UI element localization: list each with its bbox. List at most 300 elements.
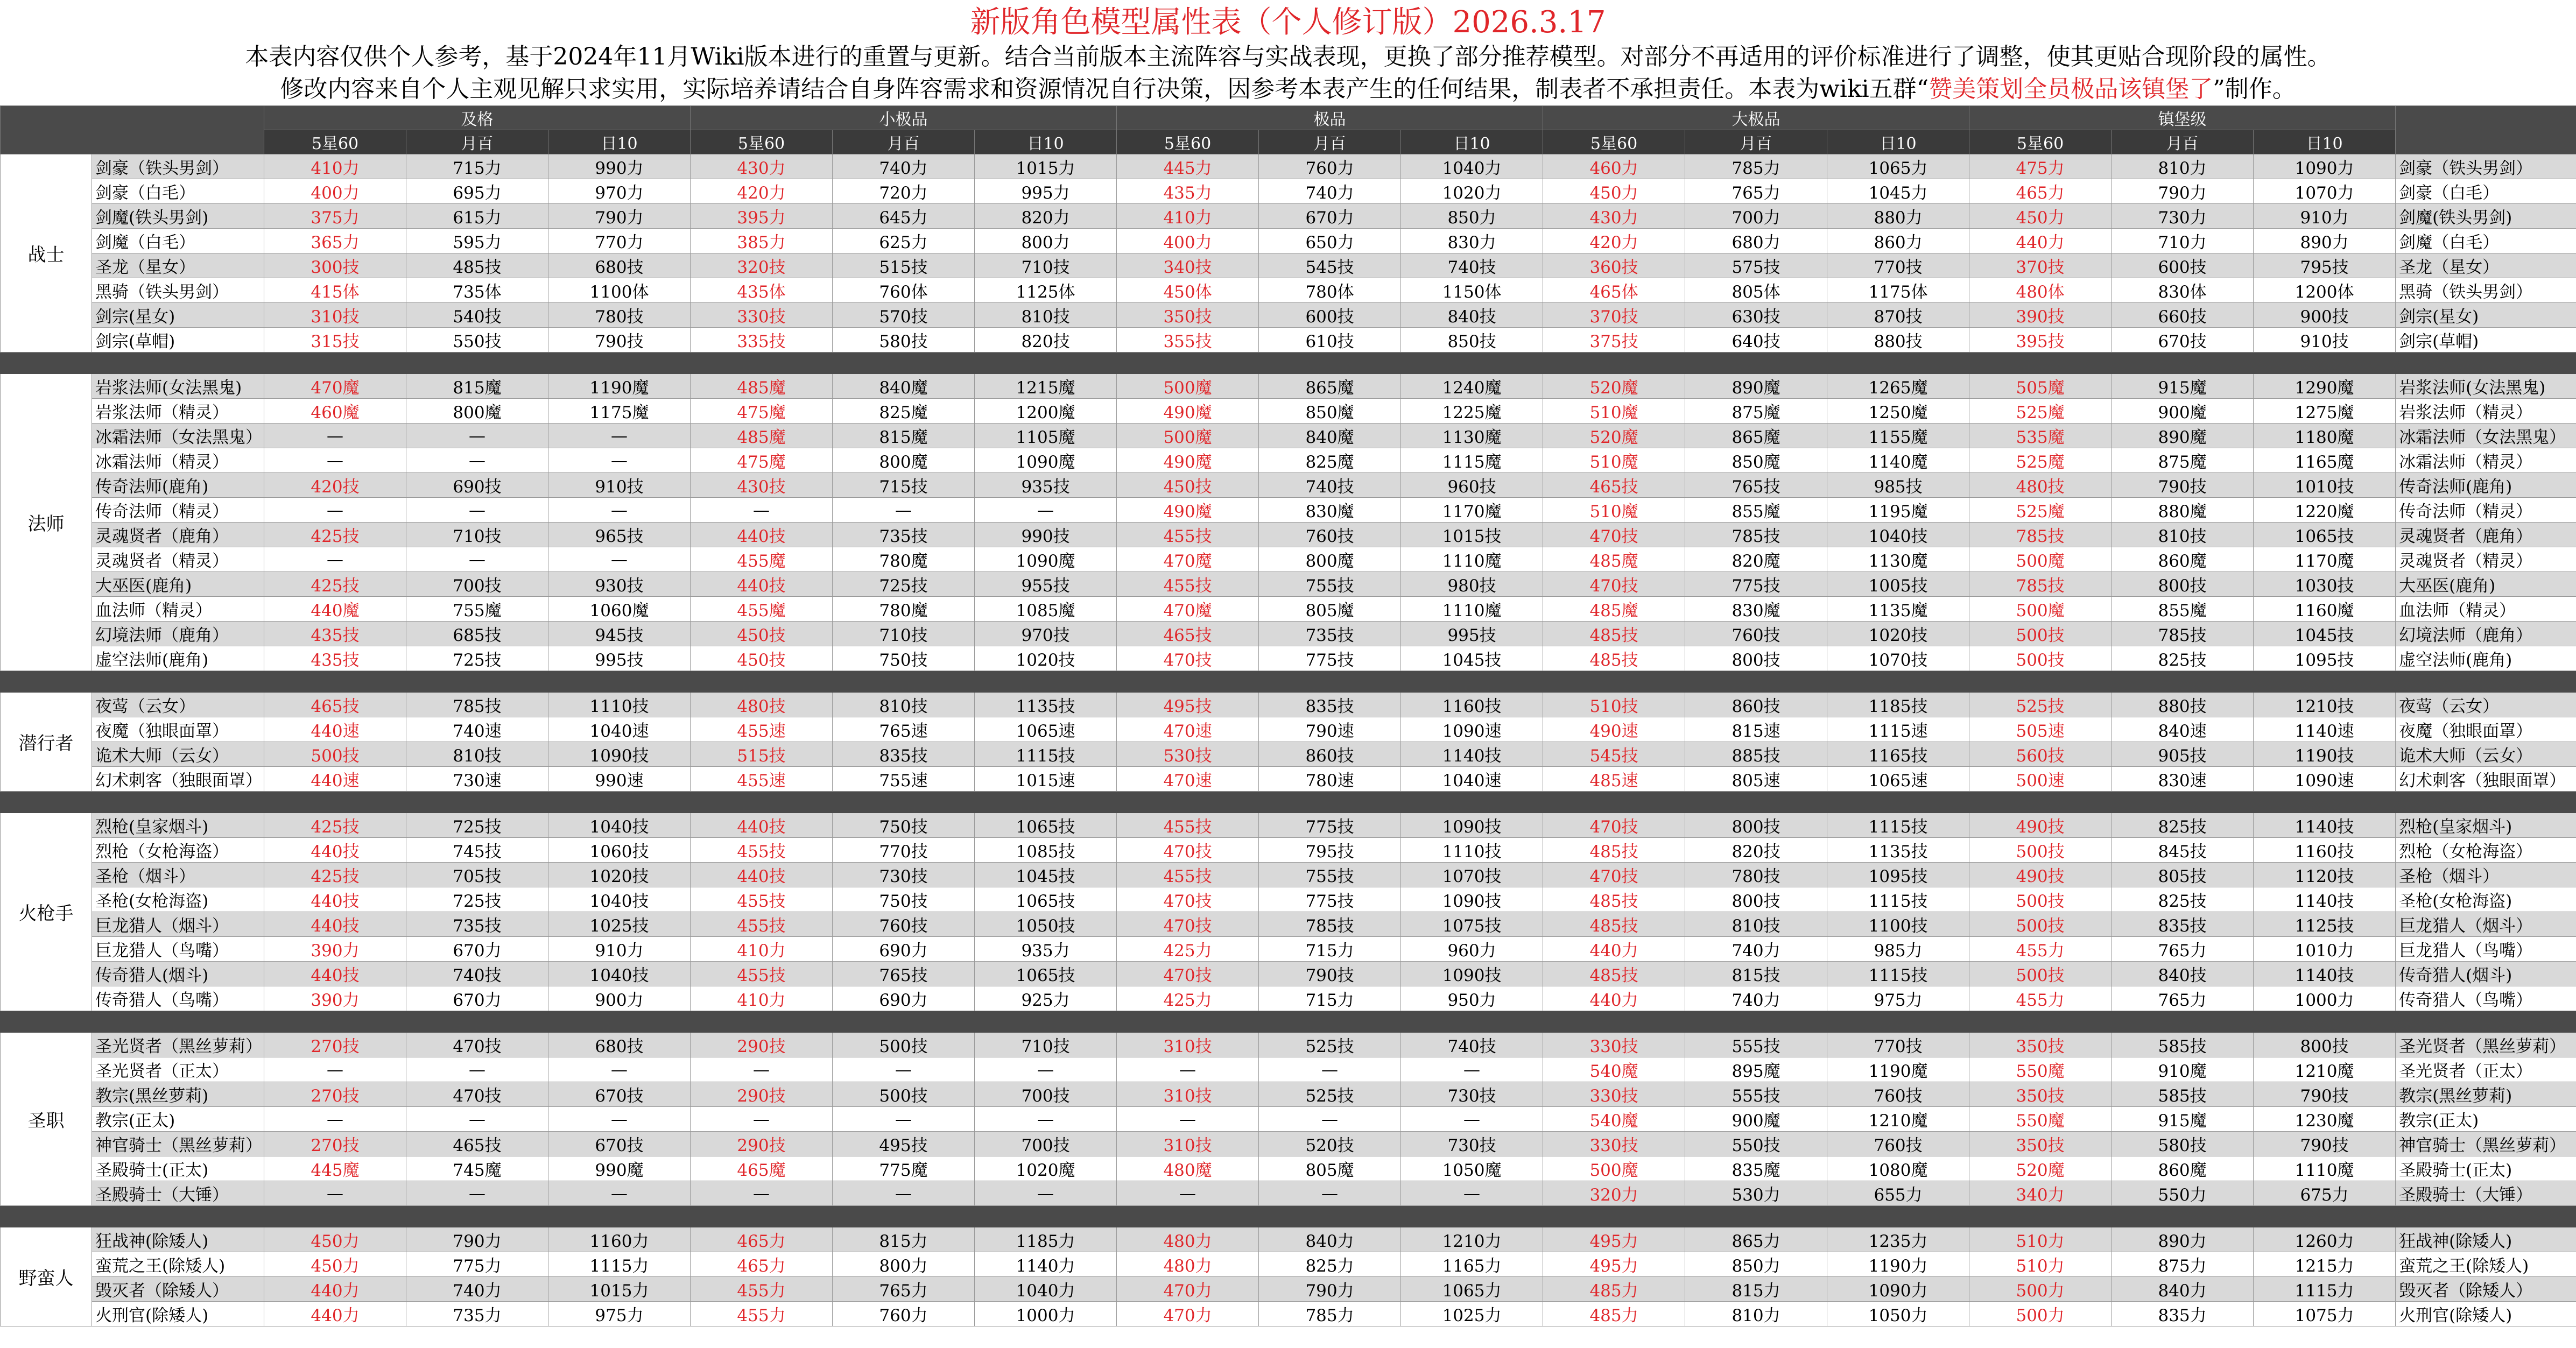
value-cell: 1115技 [1827,813,1969,838]
group-separator [1,671,2576,693]
value-cell: 615力 [406,204,548,229]
role-name: 传奇猎人(烟斗) [92,962,264,986]
table-row [1,863,2576,887]
value-cell: 765技 [833,962,975,986]
value-cell: 790技 [2112,473,2254,498]
value-cell: 690技 [406,473,548,498]
value-cell: 790力 [1259,1277,1401,1302]
value-cell: 700技 [406,572,548,597]
value-cell: 420力 [1543,229,1685,253]
value-cell: 500魔 [1117,374,1259,399]
table-row [1,838,2576,863]
value-cell: — [264,498,406,523]
role-name-right: 夜魔（独眼面罩） [2396,717,2576,742]
tier-header-row [1,106,2576,130]
value-cell: 1075技 [1401,912,1543,937]
table-header [1,106,2576,154]
value-cell: 1065技 [975,962,1117,986]
value-cell: 1170魔 [1401,498,1543,523]
role-name: 教宗(黑丝萝莉) [92,1082,264,1107]
value-cell: 1115速 [1827,717,1969,742]
value-cell: 1020技 [548,863,691,887]
value-cell: 790力 [406,1227,548,1252]
value-cell: 525魔 [1969,448,2112,473]
value-cell: 440技 [691,523,833,547]
value-cell: 705技 [406,863,548,887]
role-name-right: 传奇法师（精灵） [2396,498,2576,523]
value-cell: 550技 [406,328,548,352]
value-cell: 765力 [2112,937,2254,962]
role-name-right: 圣光贤者（正太） [2396,1057,2576,1082]
value-cell: 770技 [833,838,975,863]
role-name-right: 传奇猎人（鸟嘴） [2396,986,2576,1011]
value-cell: 810技 [2112,523,2254,547]
value-cell: 475魔 [691,448,833,473]
value-cell: 485技 [1543,838,1685,863]
value-cell: 545技 [1259,253,1401,278]
table-row [1,622,2576,646]
value-cell: — [975,1057,1117,1082]
role-name: 圣龙（星女） [92,253,264,278]
role-name: 幻境法师（鹿角） [92,622,264,646]
value-cell: 825魔 [1259,448,1401,473]
role-name: 巨龙猎人（烟斗） [92,912,264,937]
value-cell: 1100技 [1827,912,1969,937]
value-cell: 375技 [1543,328,1685,352]
role-name-right: 狂战神(除矮人) [2396,1227,2576,1252]
value-cell: 450力 [264,1227,406,1252]
table-body [1,154,2576,1326]
value-cell: 840魔 [1259,424,1401,448]
value-cell: 1065力 [1401,1277,1543,1302]
value-cell: 825力 [1259,1252,1401,1277]
value-cell: 515技 [691,742,833,767]
value-cell: 715力 [1259,937,1401,962]
value-cell: 1110魔 [1401,597,1543,622]
role-name: 狂战神(除矮人) [92,1227,264,1252]
value-cell: 330技 [1543,1132,1685,1156]
value-cell: 775力 [406,1252,548,1277]
value-cell: — [548,1057,691,1082]
value-cell: 500技 [1969,887,2112,912]
value-cell: 480体 [1969,278,2112,303]
value-cell: 425技 [264,523,406,547]
value-cell: 425技 [264,813,406,838]
value-cell: 790技 [2254,1132,2396,1156]
value-cell: 900技 [2254,303,2396,328]
value-cell: 1040技 [1827,523,1969,547]
value-cell: 290技 [691,1132,833,1156]
value-cell: 470技 [1543,863,1685,887]
value-cell: 815技 [1685,962,1827,986]
value-cell: — [406,1107,548,1132]
value-cell: 485魔 [1543,547,1685,572]
value-cell: 850技 [1401,328,1543,352]
value-cell: 830力 [1401,229,1543,253]
value-cell: 730技 [1401,1132,1543,1156]
table-row [1,179,2576,204]
role-name: 剑宗(草帽) [92,328,264,352]
role-name: 烈枪(皇家烟斗) [92,813,264,838]
value-cell: 340技 [1117,253,1259,278]
value-cell: 1175体 [1827,278,1969,303]
value-cell: 1250魔 [1827,399,1969,424]
value-cell: 680力 [1685,229,1827,253]
value-cell: 410力 [1117,204,1259,229]
table-row [1,328,2576,352]
value-cell: 475力 [1969,154,2112,179]
page-title: 新版角色模型属性表（个人修订版）2026.3.17 [970,5,1606,40]
value-cell: 470力 [1117,1277,1259,1302]
value-cell: 740技 [406,962,548,986]
value-cell: — [691,498,833,523]
value-cell: 1020技 [975,646,1117,671]
value-cell: 845技 [2112,838,2254,863]
value-cell: 395力 [691,204,833,229]
value-cell: 455技 [691,912,833,937]
value-cell: 710技 [975,1033,1117,1057]
value-cell: 990速 [548,767,691,792]
sub-header-cell: 日10 [548,130,691,154]
value-cell: 645力 [833,204,975,229]
value-cell: 485速 [1543,767,1685,792]
value-cell: 500技 [264,742,406,767]
value-cell: — [1401,1181,1543,1206]
role-name-right: 教宗(黑丝萝莉) [2396,1082,2576,1107]
value-cell: 480技 [1969,473,2112,498]
sub-header-cell: 5星60 [1543,130,1685,154]
value-cell: 470魔 [1117,597,1259,622]
value-cell: — [548,448,691,473]
value-cell: 1160技 [1401,693,1543,717]
value-cell: 1115力 [548,1252,691,1277]
value-cell: 860魔 [2112,547,2254,572]
value-cell: 995力 [975,179,1117,204]
value-cell: 695力 [406,179,548,204]
value-cell: 1210魔 [1827,1107,1969,1132]
value-cell: 790力 [548,204,691,229]
value-cell: 870技 [1827,303,1969,328]
value-cell: 455速 [691,717,833,742]
value-cell: 1065速 [1827,767,1969,792]
value-cell: 490速 [1543,717,1685,742]
value-cell: 1040速 [1401,767,1543,792]
role-name-right: 冰霜法师（女法黑鬼） [2396,424,2576,448]
table-row [1,229,2576,253]
value-cell: 800魔 [833,448,975,473]
value-cell: — [1259,1181,1401,1206]
value-cell: 350技 [1117,303,1259,328]
value-cell: 390技 [1969,303,2112,328]
value-cell: 1165力 [1401,1252,1543,1277]
value-cell: 505速 [1969,717,2112,742]
value-cell: 810力 [2112,154,2254,179]
role-name: 冰霜法师（精灵） [92,448,264,473]
value-cell: 850魔 [1685,448,1827,473]
value-cell: 1015技 [1401,523,1543,547]
value-cell: 500技 [1969,838,2112,863]
role-name-right: 剑豪（铁头男剑） [2396,154,2576,179]
sub-header-cell: 月百 [1685,130,1827,154]
table-row [1,986,2576,1011]
value-cell: 745魔 [406,1156,548,1181]
value-cell: 760技 [833,912,975,937]
role-name: 烈枪（女枪海盗） [92,838,264,863]
value-cell: 525技 [1259,1033,1401,1057]
value-cell: 510魔 [1543,399,1685,424]
group-name-highlight: 赞美策划全员极品该镇堡了 [1929,75,2213,103]
table-row [1,399,2576,424]
table-row [1,498,2576,523]
role-name: 灵魂贤者（精灵） [92,547,264,572]
value-cell: 670力 [406,986,548,1011]
value-cell: 900力 [548,986,691,1011]
value-cell: 440技 [691,572,833,597]
value-cell: 800力 [975,229,1117,253]
value-cell: 1070技 [1401,863,1543,887]
value-cell: 490魔 [1117,448,1259,473]
table-row [1,374,2576,399]
value-cell: 800技 [1685,813,1827,838]
value-cell: 915魔 [2112,1107,2254,1132]
table-row [1,1132,2576,1156]
table-row [1,1277,2576,1302]
value-cell: 425力 [1117,986,1259,1011]
value-cell: 530力 [1685,1181,1827,1206]
value-cell: 1020技 [1827,622,1969,646]
value-cell: 1220魔 [2254,498,2396,523]
value-cell: 440技 [264,962,406,986]
value-cell: 1040力 [975,1277,1117,1302]
role-name-right: 夜莺（云女） [2396,693,2576,717]
value-cell: 1085技 [975,838,1117,863]
table-row [1,597,2576,622]
value-cell: 550魔 [1969,1057,2112,1082]
value-cell: 790技 [548,328,691,352]
value-cell: 465体 [1543,278,1685,303]
value-cell: 525技 [1259,1082,1401,1107]
value-cell: 1090速 [2254,767,2396,792]
value-cell: 375力 [264,204,406,229]
value-cell: 710技 [975,253,1117,278]
sub-header-cell: 日10 [1401,130,1543,154]
value-cell: 955技 [975,572,1117,597]
value-cell: 610技 [1259,328,1401,352]
role-name-right: 灵魂贤者（精灵） [2396,547,2576,572]
value-cell: 1140力 [975,1252,1117,1277]
value-cell: 1215魔 [975,374,1117,399]
role-name-right: 毁灭者（除矮人） [2396,1277,2576,1302]
value-cell: 1040技 [548,887,691,912]
value-cell: 810技 [975,303,1117,328]
value-cell: 290技 [691,1082,833,1107]
role-name: 岩浆法师（精灵） [92,399,264,424]
role-name-right: 巨龙猎人（烟斗） [2396,912,2576,937]
value-cell: 770力 [548,229,691,253]
value-cell: 990魔 [548,1156,691,1181]
value-cell: 500技 [1969,912,2112,937]
table-row [1,646,2576,671]
value-cell: 445力 [1117,154,1259,179]
value-cell: 700力 [1685,204,1827,229]
value-cell: 710力 [2112,229,2254,253]
value-cell: 600技 [2112,253,2254,278]
value-cell: 1020魔 [975,1156,1117,1181]
value-cell: 500技 [1969,962,2112,986]
value-cell: — [264,1107,406,1132]
value-cell: — [264,424,406,448]
value-cell: 470速 [1117,717,1259,742]
value-cell: 465力 [691,1227,833,1252]
value-cell: 435力 [1117,179,1259,204]
value-cell: 475魔 [691,399,833,424]
value-cell: 1090技 [1401,962,1543,986]
value-cell: — [691,1181,833,1206]
value-cell: 800技 [2112,572,2254,597]
value-cell: 490技 [1969,863,2112,887]
value-cell: 500力 [1969,1277,2112,1302]
value-cell: 1160技 [2254,838,2396,863]
value-cell: 780技 [1685,863,1827,887]
value-cell: 310技 [1117,1033,1259,1057]
value-cell: 1090力 [2254,154,2396,179]
value-cell: 1040技 [548,813,691,838]
value-cell: 805速 [1685,767,1827,792]
value-cell: 780魔 [833,597,975,622]
value-cell: 775技 [1685,572,1827,597]
value-cell: 440技 [264,887,406,912]
value-cell: 860技 [1259,742,1401,767]
sub-header-cell: 日10 [2254,130,2396,154]
value-cell: 270技 [264,1033,406,1057]
value-cell: 760力 [1259,154,1401,179]
value-cell: 1000力 [2254,986,2396,1011]
value-cell: — [975,498,1117,523]
value-cell: 495技 [1117,693,1259,717]
role-name-right: 剑魔(铁头男剑) [2396,204,2576,229]
value-cell: 440力 [1969,229,2112,253]
value-cell: 500技 [833,1082,975,1107]
value-cell: 1115魔 [1401,448,1543,473]
value-cell: 675力 [2254,1181,2396,1206]
value-cell: 625力 [833,229,975,253]
value-cell: 740力 [406,1277,548,1302]
value-cell: 455速 [691,767,833,792]
value-cell: 510魔 [1543,498,1685,523]
value-cell: 1135技 [975,693,1117,717]
value-cell: 525魔 [1969,498,2112,523]
value-cell: 785技 [1259,912,1401,937]
role-name: 圣光贤者（正太） [92,1057,264,1082]
role-name: 传奇法师(鹿角) [92,473,264,498]
value-cell: 1095技 [1827,863,1969,887]
role-name: 蛮荒之王(除矮人) [92,1252,264,1277]
value-cell: 485技 [1543,912,1685,937]
value-cell: 1065技 [2254,523,2396,547]
value-cell: 975力 [548,1302,691,1326]
value-cell: 290技 [691,1033,833,1057]
value-cell: 520技 [1259,1132,1401,1156]
class-label: 战士 [1,154,92,352]
value-cell: 445魔 [264,1156,406,1181]
role-name-right: 圣殿骑士（大锤） [2396,1181,2576,1206]
value-cell: 840力 [2112,1277,2254,1302]
value-cell: 830魔 [1685,597,1827,622]
value-cell: 1050魔 [1401,1156,1543,1181]
value-cell: 440技 [264,838,406,863]
value-cell: 890力 [2112,1227,2254,1252]
value-cell: 740力 [1259,179,1401,204]
value-cell: 825技 [2112,646,2254,671]
value-cell: 785力 [1685,154,1827,179]
group-separator [1,1206,2576,1227]
table-row [1,523,2576,547]
table-row [1,962,2576,986]
value-cell: 455魔 [691,597,833,622]
value-cell: 745技 [406,838,548,863]
value-cell: 320技 [691,253,833,278]
value-cell: 715力 [406,154,548,179]
role-name: 火刑官(除矮人) [92,1302,264,1326]
value-cell: 470技 [1543,572,1685,597]
value-cell: 780技 [548,303,691,328]
value-cell: 760体 [833,278,975,303]
table-row [1,937,2576,962]
value-cell: 1115力 [2254,1277,2396,1302]
value-cell: 1015力 [975,154,1117,179]
table-row [1,1107,2576,1132]
value-cell: 735体 [406,278,548,303]
value-cell: 1200魔 [975,399,1117,424]
value-cell: 910魔 [2112,1057,2254,1082]
value-cell: 555技 [1685,1082,1827,1107]
value-cell: — [691,1107,833,1132]
value-cell: 1140技 [2254,813,2396,838]
table-row [1,1057,2576,1082]
value-cell: — [1401,1057,1543,1082]
value-cell: 835技 [833,742,975,767]
value-cell: 905技 [2112,742,2254,767]
value-cell: 1185技 [1827,693,1969,717]
value-cell: 880魔 [2112,498,2254,523]
value-cell: 1210技 [2254,693,2396,717]
class-label: 法师 [1,374,92,671]
value-cell: 960力 [1401,937,1543,962]
value-cell: 945技 [548,622,691,646]
value-cell: 440速 [264,767,406,792]
value-cell: 490魔 [1117,399,1259,424]
value-cell: 740力 [1685,986,1827,1011]
role-name: 黑骑（铁头男剑） [92,278,264,303]
value-cell: 765力 [2112,986,2254,1011]
value-cell: 860魔 [2112,1156,2254,1181]
value-cell: 465技 [1543,473,1685,498]
value-cell: 740技 [1259,473,1401,498]
value-cell: 455力 [691,1277,833,1302]
value-cell: 1265魔 [1827,374,1969,399]
value-cell: 790力 [2112,179,2254,204]
value-cell: 470技 [1117,912,1259,937]
value-cell: 640技 [1685,328,1827,352]
role-name-right: 剑豪（白毛） [2396,179,2576,204]
value-cell: 465技 [406,1132,548,1156]
role-name-right: 剑宗(星女) [2396,303,2576,328]
value-cell: 865力 [1685,1227,1827,1252]
value-cell: 455技 [691,887,833,912]
role-name-right: 幻术刺客（独眼面罩） [2396,767,2576,792]
value-cell: 935力 [975,937,1117,962]
value-cell: 1170魔 [2254,547,2396,572]
